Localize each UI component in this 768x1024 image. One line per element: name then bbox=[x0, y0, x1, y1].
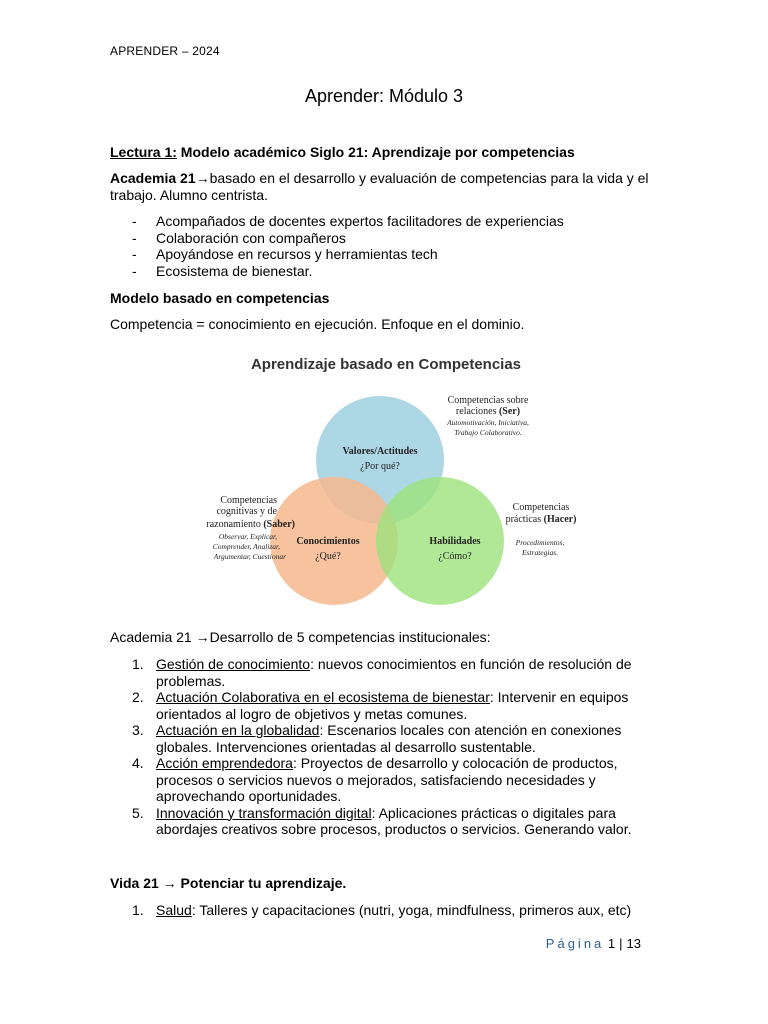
item-number: 5. bbox=[132, 804, 144, 821]
page-title: Aprender: Módulo 3 bbox=[304, 86, 464, 106]
item-number: 3. bbox=[132, 722, 144, 738]
academia-intro-text: basado en el desarrollo y evaluación de competencias para la vida y el trabajo. Alumno centrista. bbox=[110, 170, 649, 203]
hacer-annotation bbox=[506, 502, 577, 557]
vida-label: Vida 21 bbox=[110, 875, 163, 891]
item-text: : Proyectos de desarrollo y colocación de productos, procesos o servicios nuevos o mejorados, satisfaciendo necesidades y aprovechando oportunidades. bbox=[156, 755, 618, 804]
item-text: : Intervenir en equipos orientados al logro de objetivos y metas comunes. bbox=[156, 689, 629, 722]
arrow-glyph: → bbox=[195, 170, 210, 186]
list-item bbox=[110, 755, 670, 805]
item-text: : Talleres y capacitaciones (nutri, yoga, mindfulness, primeros aux, etc) bbox=[191, 902, 632, 918]
item-term: Actuación en la globalidad bbox=[156, 722, 320, 738]
page-footer bbox=[546, 936, 641, 951]
competencia-line: Competencia = conocimiento en ejecución. Enfoque en el dominio. bbox=[110, 316, 525, 332]
item-term: Acción emprendedora bbox=[156, 755, 293, 771]
lectura-label: Lectura 1: bbox=[110, 144, 177, 160]
list-item bbox=[110, 689, 670, 722]
hacer-line2: prácticas (Hacer) bbox=[505, 514, 577, 525]
dash-marker: - bbox=[132, 246, 137, 262]
saber-detail3: Argumentar, Cuestionar bbox=[213, 552, 286, 561]
ser-line2: relaciones (Ser) bbox=[455, 406, 521, 417]
footer-page-word: Página bbox=[545, 936, 605, 951]
item-text: : Aplicaciones prácticas o digitales para abordajes creativos sobre procesos, productos o servicios. Generando valor. bbox=[156, 804, 632, 837]
list-item-text: Apoyándose en recursos y herramientas tech bbox=[156, 246, 438, 262]
competencias-diagram bbox=[180, 348, 600, 610]
modelo-heading: Modelo basado en competencias bbox=[110, 290, 330, 306]
conocimientos-label: Conocimientos bbox=[296, 536, 360, 547]
lectura-heading bbox=[110, 144, 670, 161]
saber-detail1: Observar, Explicar, bbox=[218, 532, 277, 541]
arrow-glyph: → bbox=[162, 875, 177, 891]
footer-page-total: 13 bbox=[626, 936, 641, 951]
saber-line3: razonamiento (Saber) bbox=[206, 519, 295, 530]
conocimientos-question: ¿Qué? bbox=[315, 551, 341, 562]
item-number: 1. bbox=[132, 656, 144, 672]
valores-question: ¿Por qué? bbox=[360, 461, 400, 472]
list-item bbox=[110, 656, 670, 689]
arrow-glyph: → bbox=[195, 629, 210, 645]
vida-list bbox=[110, 902, 670, 919]
hacer-detail2: Estrategias. bbox=[521, 548, 559, 557]
saber-line1: Competencias bbox=[220, 495, 277, 506]
vida-text: Potenciar tu aprendizaje. bbox=[176, 875, 347, 891]
list-item bbox=[110, 263, 670, 280]
list-item bbox=[110, 246, 670, 263]
item-term: Actuación Colaborativa en el ecosistema de bienestar bbox=[156, 689, 490, 705]
ser-detail2: Trabajo Colaborativo. bbox=[454, 428, 522, 437]
diagram-title: Aprendizaje basado en Competencias bbox=[250, 356, 522, 373]
list-item bbox=[110, 722, 670, 755]
list-item bbox=[110, 230, 670, 247]
list-item-text: Colaboración con compañeros bbox=[156, 229, 346, 246]
habilidades-label: Habilidades bbox=[429, 536, 481, 547]
dash-marker: - bbox=[132, 262, 137, 279]
competencias-list bbox=[110, 656, 670, 838]
ser-line1: Competencias sobre bbox=[447, 395, 529, 406]
item-number: 1. bbox=[132, 902, 144, 918]
ser-detail1: Automotivación, Iniciativa, bbox=[447, 418, 529, 427]
footer-separator: | bbox=[619, 936, 623, 951]
item-number: 2. bbox=[132, 689, 144, 705]
list-item bbox=[110, 805, 670, 838]
list-item-text: Ecosistema de bienestar. bbox=[156, 262, 313, 279]
item-term: Salud bbox=[156, 902, 192, 918]
habilidades-question: ¿Cómo? bbox=[438, 551, 472, 562]
list-item bbox=[110, 213, 670, 230]
item-number: 4. bbox=[132, 755, 144, 771]
ser-annotation bbox=[446, 395, 529, 437]
academia-label: Academia 21 bbox=[110, 170, 196, 186]
item-text: : Escenarios locales con atención en conexiones globales. Intervenciones orientadas al desarrollo sustentable. bbox=[156, 722, 622, 755]
hacer-detail1: Procedimientos, bbox=[515, 538, 565, 547]
lectura-title: Modelo académico Siglo 21: Aprendizaje por competencias bbox=[176, 144, 575, 160]
list-item bbox=[110, 902, 670, 919]
item-term: Innovación y transformación digital bbox=[156, 804, 372, 821]
academia-5-prefix: Academia 21 bbox=[110, 629, 196, 645]
valores-label: Valores/Actitudes bbox=[342, 446, 418, 457]
dash-marker: - bbox=[132, 213, 137, 229]
saber-line2: cognitivas y de bbox=[216, 506, 277, 517]
list-item-text: Acompañados de docentes expertos facilitadores de experiencias bbox=[156, 213, 564, 229]
vida-heading bbox=[110, 875, 670, 892]
saber-detail2: Comprender, Analizar, bbox=[212, 542, 280, 551]
academia-intro bbox=[110, 170, 670, 203]
item-text: : nuevos conocimientos en función de resolución de problemas. bbox=[156, 656, 632, 689]
dash-marker: - bbox=[132, 229, 137, 246]
hacer-line1: Competencias bbox=[512, 502, 570, 513]
item-term: Gestión de conocimiento bbox=[156, 656, 311, 672]
running-head: APRENDER – 2024 bbox=[110, 44, 220, 58]
dash-list bbox=[110, 213, 670, 279]
academia-5-text: Desarrollo de 5 competencias institucionales: bbox=[209, 629, 491, 645]
footer-page-number: 1 bbox=[607, 936, 616, 951]
academia-5-line bbox=[110, 629, 670, 646]
